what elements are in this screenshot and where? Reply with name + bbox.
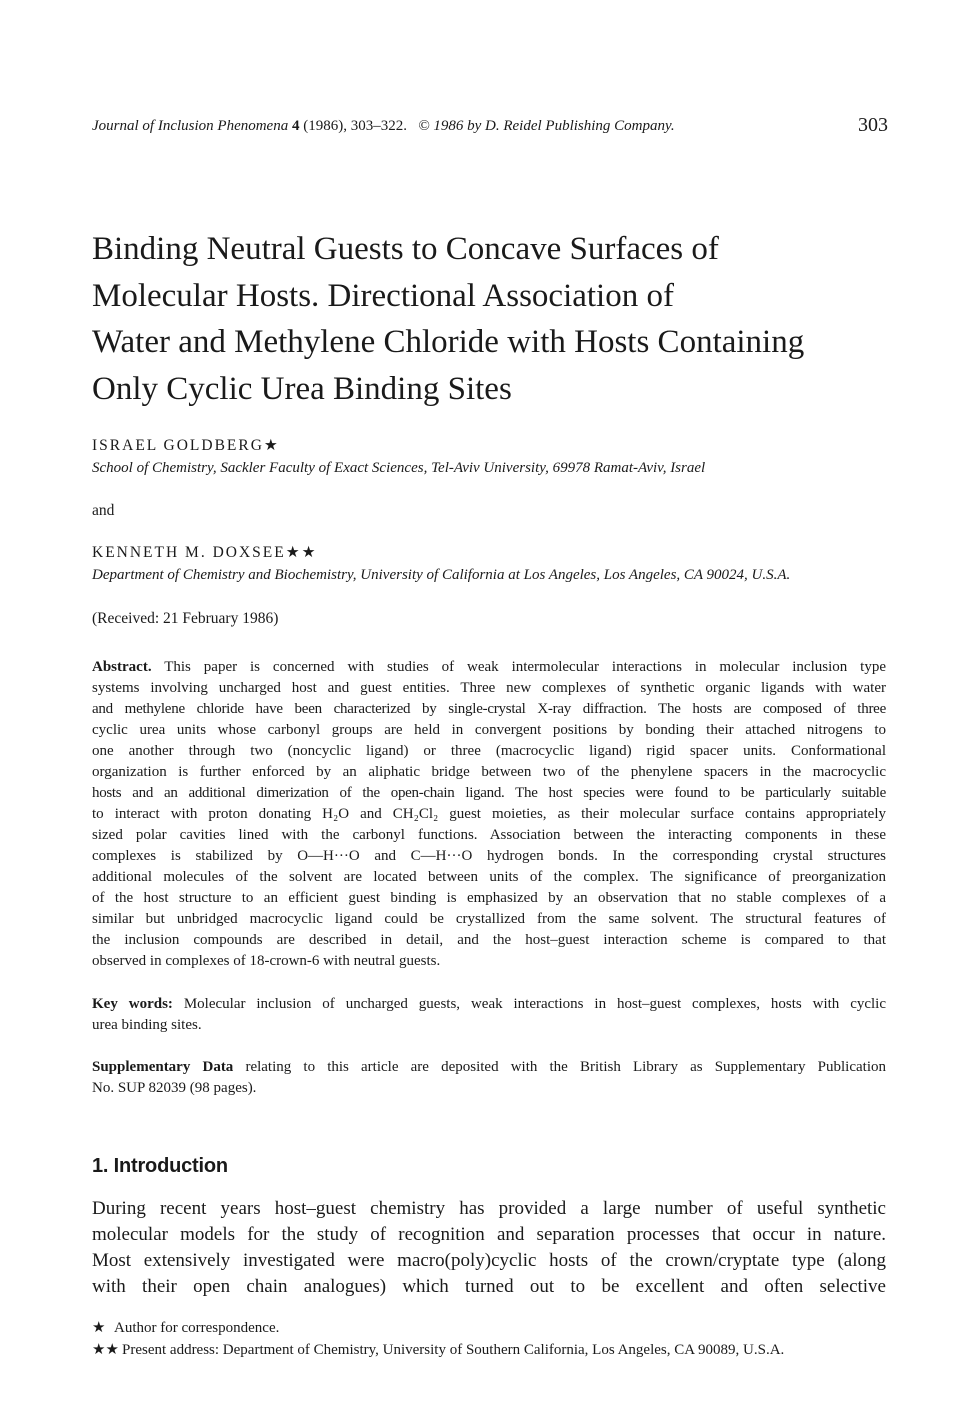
title-line: Water and Methylene Chloride with Hosts Containing bbox=[92, 324, 805, 360]
journal-citation: (1986), 303–322. bbox=[303, 118, 407, 134]
and-connector: and bbox=[92, 502, 115, 519]
abstract-line: systems involving uncharged host and guest entities. Three new complexes of synthetic organic ligands with water bbox=[92, 680, 886, 696]
footnote bbox=[92, 1318, 279, 1337]
journal-volume: 4 bbox=[291, 118, 300, 134]
footnote-text: Author for correspondence. bbox=[114, 1320, 280, 1336]
abstract-line: observed in complexes of 18-crown-6 with neutral guests. bbox=[92, 953, 441, 969]
received-date: (Received: 21 February 1986) bbox=[92, 610, 279, 627]
abstract-line: similar but unbridged macrocyclic ligand could be crystallized from the same solvent. The structural features of bbox=[92, 911, 886, 927]
journal-name: Journal of Inclusion Phenomena bbox=[92, 118, 289, 134]
supplementary-line: relating to this article are deposited with the British Library as Supplementary Publication bbox=[245, 1059, 886, 1075]
author-name: ISRAEL GOLDBERG★ bbox=[92, 437, 280, 454]
keywords-label: Key words: bbox=[92, 996, 173, 1012]
abstract-line: to interact with proton donating H₂O and CH₂Cl₂ guest moieties, as their molecular surface contains appropriately bbox=[92, 806, 886, 822]
abstract-line: of the host structure to an efficient guest binding is emphasized by an observation that no stable complexes of a bbox=[92, 890, 886, 906]
page-number: 303 bbox=[858, 114, 888, 136]
supplementary-data bbox=[92, 1057, 886, 1099]
intro-paragraph bbox=[92, 1196, 886, 1300]
abstract-line: and methylene chloride have been characterized by single-crystal X-ray diffraction. The hosts are composed of three bbox=[92, 701, 886, 717]
supplementary-line: No. SUP 82039 (98 pages). bbox=[92, 1080, 257, 1096]
intro-line: Most extensively investigated were macro(poly)cyclic hosts of the crown/cryptate type (along bbox=[92, 1250, 886, 1271]
abstract-line: one another through two (noncyclic ligand) or three (macrocyclic ligand) rigid spacer units. Conformational bbox=[92, 743, 886, 759]
article-title bbox=[92, 226, 892, 412]
footnote-mark: ★ bbox=[92, 1320, 106, 1336]
abstract-line: complexes is stabilized by O—H···O and C—H···O hydrogen bonds. In the corresponding crystal structures bbox=[92, 848, 886, 864]
keywords-line: Molecular inclusion of uncharged guests, weak interactions in host–guest complexes, hosts with cyclic bbox=[183, 996, 886, 1012]
abstract-line: cyclic urea units whose carbonyl groups are held in convergent positions by bonding their attached nitrogens to bbox=[92, 722, 886, 738]
abstract bbox=[92, 657, 886, 972]
footnote bbox=[92, 1340, 784, 1359]
footnote-mark: ★★ bbox=[92, 1342, 119, 1358]
abstract-line: the inclusion compounds are described in detail, and the host–guest interaction scheme is compared to that bbox=[92, 932, 886, 948]
copyright-notice: © 1986 by D. Reidel Publishing Company. bbox=[418, 118, 675, 134]
footnote-text: Present address: Department of Chemistry, University of Southern California, Los Angeles, CA 90089, U.S.A. bbox=[122, 1342, 785, 1358]
intro-line: molecular models for the study of recognition and separation processes that occur in nature. bbox=[92, 1224, 886, 1245]
keywords bbox=[92, 994, 886, 1036]
abstract-line: hosts and an additional dimerization of the open-chain ligand. The host species were found to be particularly suitable bbox=[92, 785, 886, 801]
title-line: Binding Neutral Guests to Concave Surfaces of bbox=[92, 231, 719, 267]
section-heading: 1. Introduction bbox=[92, 1155, 228, 1177]
abstract-line: additional molecules of the solvent are located between units of the complex. The significance of preorganization bbox=[92, 869, 886, 885]
running-head bbox=[92, 118, 675, 135]
intro-line: During recent years host–guest chemistry has provided a large number of useful synthetic bbox=[92, 1198, 886, 1219]
author-name: KENNETH M. DOXSEE★★ bbox=[92, 544, 318, 561]
intro-line: with their open chain analogues) which turned out to be excellent and often selective bbox=[92, 1276, 886, 1297]
abstract-line: organization is further enforced by an aliphatic bridge between two of the phenylene spacers in the macrocyclic bbox=[92, 764, 886, 780]
abstract-line: This paper is concerned with studies of weak intermolecular interactions in molecular inclusion type bbox=[164, 659, 886, 675]
author-affiliation: Department of Chemistry and Biochemistry, University of California at Los Angeles, Los Angeles, CA 90024, U.S.A. bbox=[92, 567, 791, 583]
abstract-label: Abstract. bbox=[92, 659, 152, 675]
title-line: Molecular Hosts. Directional Association of bbox=[92, 277, 674, 314]
author-affiliation: School of Chemistry, Sackler Faculty of Exact Sciences, Tel-Aviv University, 69978 Ramat-Aviv, Israel bbox=[92, 460, 706, 476]
supplementary-label: Supplementary Data bbox=[92, 1059, 234, 1075]
keywords-line: urea binding sites. bbox=[92, 1017, 202, 1033]
abstract-line: sized polar cavities lined with the carbonyl functions. Association between the interacting components in these bbox=[92, 827, 886, 843]
title-line: Only Cyclic Urea Binding Sites bbox=[92, 370, 512, 407]
